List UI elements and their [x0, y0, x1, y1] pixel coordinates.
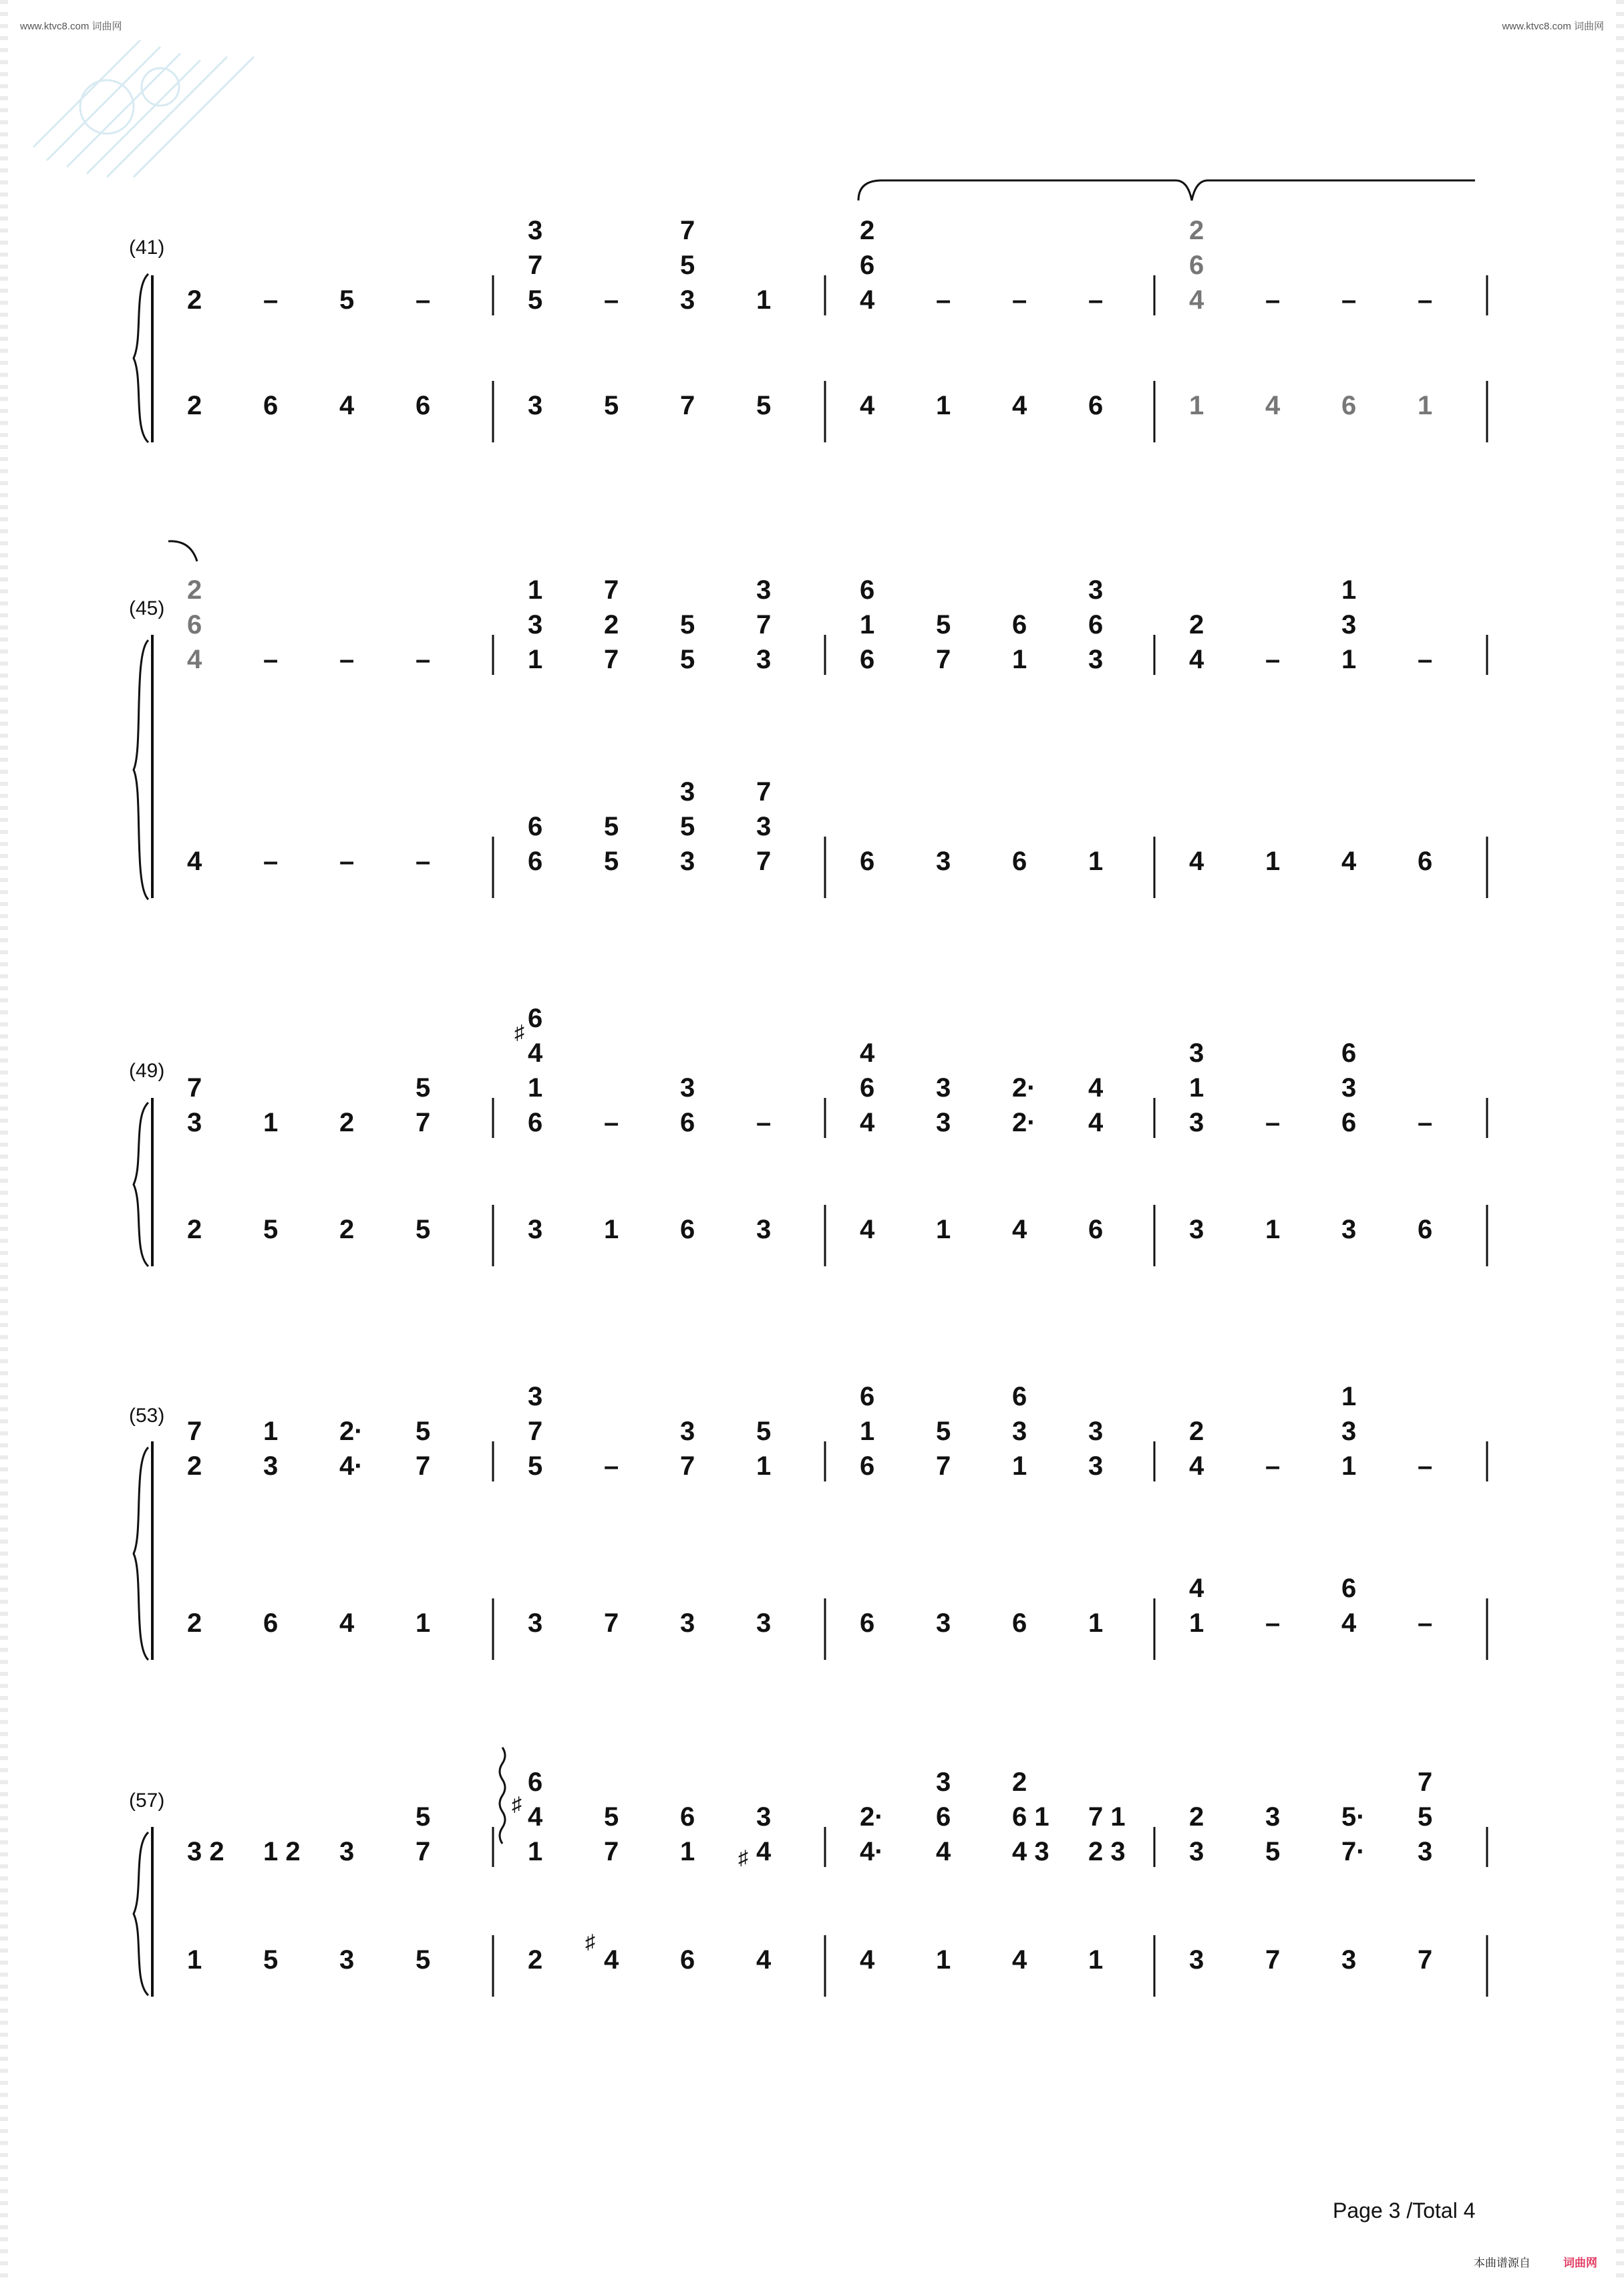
- treble-note: 2: [1189, 216, 1204, 245]
- treble-note: 3: [1341, 1073, 1357, 1103]
- bass-note: 1: [1189, 391, 1204, 420]
- treble-note: 3: [756, 645, 772, 674]
- bass-note: 6: [680, 1215, 695, 1244]
- treble-note: 7: [187, 1073, 202, 1103]
- bass-note: 3: [680, 847, 695, 876]
- bass-note: 4: [187, 847, 202, 876]
- treble-note: –: [1341, 285, 1357, 315]
- treble-note: 6: [528, 1767, 543, 1797]
- treble-note: 2: [1012, 1767, 1027, 1797]
- bass-note: 2: [187, 1215, 202, 1244]
- bass-note: 1: [187, 1945, 202, 1975]
- treble-note: 1: [1341, 1451, 1357, 1481]
- bass-note: 3: [936, 847, 951, 876]
- bass-note: 3: [528, 391, 543, 420]
- sharp-sign: ♯: [585, 1931, 595, 1953]
- treble-note: 6: [860, 1073, 875, 1103]
- treble-note: 3: [1088, 1451, 1104, 1481]
- treble-note: 3: [1189, 1108, 1204, 1137]
- treble-note: –: [1012, 285, 1027, 315]
- treble-note: 2·: [339, 1417, 363, 1446]
- treble-note: 1: [756, 1451, 772, 1481]
- treble-note: 5: [680, 645, 695, 674]
- treble-note: 3: [1012, 1417, 1027, 1446]
- treble-note: 6: [1012, 610, 1027, 639]
- bass-note: 5: [604, 847, 619, 876]
- bass-note: 7: [1418, 1945, 1433, 1975]
- bass-note: 3: [680, 777, 695, 807]
- treble-note: 2: [860, 216, 875, 245]
- treble-note: 4: [860, 1038, 875, 1068]
- treble-note: 4: [1189, 285, 1204, 315]
- treble-note: –: [263, 645, 279, 674]
- treble-note: 5: [756, 1417, 772, 1446]
- treble-note: 6: [1012, 1382, 1027, 1411]
- bass-note: 4: [604, 1945, 619, 1975]
- treble-note: 1: [680, 1837, 695, 1866]
- treble-note: 6: [860, 645, 875, 674]
- sharp-sign: ♯: [512, 1794, 522, 1816]
- treble-note: 7: [416, 1837, 431, 1866]
- bass-note: 7: [756, 777, 772, 807]
- treble-note: 3: [1341, 1417, 1357, 1446]
- sharp-sign: ♯: [514, 1022, 524, 1044]
- treble-note: 6: [528, 1108, 543, 1137]
- treble-note: –: [604, 1108, 619, 1137]
- treble-note: 4·: [339, 1451, 363, 1481]
- treble-note: 2: [1189, 1802, 1204, 1832]
- treble-note: 3: [1189, 1038, 1204, 1068]
- treble-note: –: [1418, 645, 1433, 674]
- treble-note: 3: [936, 1108, 951, 1137]
- page-number: Page 3 /Total 4: [1333, 2198, 1476, 2223]
- bass-note: 4: [1012, 391, 1027, 420]
- treble-note: 3: [756, 1802, 772, 1832]
- bass-note: 2: [528, 1945, 543, 1975]
- brand-label: 词曲网: [1563, 2257, 1597, 2269]
- bass-note: 4: [339, 391, 355, 420]
- treble-note: 3: [680, 285, 695, 315]
- bass-note: 1: [1088, 1608, 1104, 1638]
- bass-note: 3: [936, 1608, 951, 1638]
- treble-note: 7: [604, 575, 619, 605]
- treble-note: 3: [187, 1108, 202, 1137]
- treble-note: 2: [604, 610, 619, 639]
- bass-note: 1: [416, 1608, 431, 1638]
- bass-note: 1: [1418, 391, 1433, 420]
- bass-note: 5: [604, 812, 619, 841]
- treble-note: 3: [680, 1073, 695, 1103]
- treble-note: –: [604, 285, 619, 315]
- bass-note: 7: [604, 1608, 619, 1638]
- treble-note: 2: [187, 285, 202, 315]
- source-label: 本曲谱源自: [1474, 2257, 1530, 2269]
- bass-note: 5: [416, 1945, 431, 1975]
- treble-note: 3: [339, 1837, 355, 1866]
- treble-note: 1: [1341, 1382, 1357, 1411]
- bass-note: 3: [528, 1215, 543, 1244]
- treble-note: 3: [1088, 575, 1104, 605]
- bass-note: 5: [604, 391, 619, 420]
- treble-note: 5: [936, 1417, 951, 1446]
- bass-note: –: [416, 847, 431, 876]
- treble-note: 6: [860, 1451, 875, 1481]
- bass-note: 2: [187, 391, 202, 420]
- measure-number: (41): [129, 237, 165, 259]
- site-watermark-right: www.ktvc8.com 词曲网: [1502, 21, 1604, 32]
- treble-note: 4: [936, 1837, 951, 1866]
- treble-note: 4 3: [1012, 1837, 1049, 1866]
- bass-note: 3: [528, 1608, 543, 1638]
- treble-note: 4: [1189, 645, 1204, 674]
- bass-note: 4: [756, 1945, 772, 1975]
- bass-note: 6: [680, 1945, 695, 1975]
- bass-note: 1: [1265, 1215, 1281, 1244]
- bass-note: 1: [936, 1945, 951, 1975]
- treble-note: 5: [1418, 1802, 1433, 1832]
- bass-note: 3: [756, 1215, 772, 1244]
- treble-note: 3: [936, 1073, 951, 1103]
- treble-note: 5: [680, 610, 695, 639]
- treble-note: 1: [528, 1073, 543, 1103]
- treble-note: 2: [187, 1451, 202, 1481]
- bass-note: 6: [528, 812, 543, 841]
- treble-note: 3: [528, 610, 543, 639]
- bass-note: 1: [1189, 1608, 1204, 1638]
- treble-note: 6: [1189, 251, 1204, 280]
- treble-note: 2: [187, 575, 202, 605]
- treble-note: 7: [528, 251, 543, 280]
- bass-note: 5: [416, 1215, 431, 1244]
- treble-note: 6: [528, 1004, 543, 1033]
- treble-note: 5: [528, 1451, 543, 1481]
- bass-note: 1: [604, 1215, 619, 1244]
- treble-note: 7 1: [1088, 1802, 1126, 1832]
- treble-note: 6: [1088, 610, 1104, 639]
- treble-note: –: [756, 1108, 772, 1137]
- treble-note: –: [339, 645, 355, 674]
- treble-note: 6: [187, 610, 202, 639]
- treble-note: 1: [1012, 1451, 1027, 1481]
- treble-note: –: [1265, 645, 1281, 674]
- phrase-bracket: [858, 180, 1475, 200]
- brace: [134, 1447, 148, 1660]
- treble-note: 2: [1189, 1417, 1204, 1446]
- bass-note: 4: [1341, 847, 1357, 876]
- treble-note: 7: [756, 610, 772, 639]
- treble-note: 5: [416, 1802, 431, 1832]
- bass-note: –: [1418, 1608, 1433, 1638]
- brace: [134, 274, 148, 442]
- treble-note: 7: [416, 1108, 431, 1137]
- treble-note: 7: [680, 216, 695, 245]
- treble-note: 1: [756, 285, 772, 315]
- treble-note: 1 2: [263, 1837, 301, 1866]
- bass-note: 6: [1341, 391, 1357, 420]
- bass-note: 6: [1341, 1574, 1357, 1603]
- treble-note: 2·: [1012, 1108, 1036, 1137]
- treble-note: 4: [860, 1108, 875, 1137]
- bass-note: 5: [680, 812, 695, 841]
- treble-note: 7: [604, 645, 619, 674]
- treble-note: 3: [1418, 1837, 1433, 1866]
- bass-note: 1: [1265, 847, 1281, 876]
- bass-note: –: [263, 847, 279, 876]
- treble-note: 1: [1341, 645, 1357, 674]
- bass-note: 1: [936, 391, 951, 420]
- bass-note: –: [1265, 1608, 1281, 1638]
- treble-note: –: [1418, 1108, 1433, 1137]
- treble-note: 5: [416, 1073, 431, 1103]
- treble-note: 6: [936, 1802, 951, 1832]
- bass-note: 1: [936, 1215, 951, 1244]
- bass-note: 3: [1189, 1945, 1204, 1975]
- bass-note: 4: [860, 391, 875, 420]
- sharp-sign: ♯: [738, 1847, 748, 1869]
- treble-note: 6: [680, 1108, 695, 1137]
- bass-note: 4: [1189, 847, 1204, 876]
- treble-note: 7: [1418, 1767, 1433, 1797]
- bass-note: 7: [680, 391, 695, 420]
- bass-note: 3: [680, 1608, 695, 1638]
- treble-note: –: [263, 285, 279, 315]
- bass-note: –: [339, 847, 355, 876]
- treble-note: 4: [1189, 1451, 1204, 1481]
- treble-note: 7: [680, 1451, 695, 1481]
- site-watermark-left: www.ktvc8.com 词曲网: [20, 21, 122, 32]
- bass-note: 6: [1418, 1215, 1433, 1244]
- measure-number: (57): [129, 1790, 165, 1812]
- bass-note: 5: [263, 1945, 279, 1975]
- bass-note: 3: [1341, 1215, 1357, 1244]
- treble-note: 3: [263, 1451, 279, 1481]
- treble-note: 6: [860, 575, 875, 605]
- treble-note: 1: [860, 1417, 875, 1446]
- bass-note: 5: [756, 391, 772, 420]
- treble-note: 3: [680, 1417, 695, 1446]
- treble-note: 1: [1012, 645, 1027, 674]
- treble-note: 1: [528, 1837, 543, 1866]
- treble-note: 4: [860, 285, 875, 315]
- treble-note: 2: [1189, 610, 1204, 639]
- treble-note: 1: [528, 575, 543, 605]
- treble-note: 2·: [860, 1802, 884, 1832]
- arpeggio-mark: [500, 1747, 505, 1844]
- bass-note: 6: [1418, 847, 1433, 876]
- treble-note: 7: [604, 1837, 619, 1866]
- treble-note: –: [936, 285, 951, 315]
- treble-note: 3: [1088, 1417, 1104, 1446]
- bass-note: 4: [339, 1608, 355, 1638]
- bass-note: 7: [756, 847, 772, 876]
- treble-note: 3: [528, 216, 543, 245]
- measure-number: (45): [129, 597, 165, 619]
- bass-note: 6: [1012, 1608, 1027, 1638]
- bass-note: 6: [528, 847, 543, 876]
- bass-note: 2: [187, 1608, 202, 1638]
- treble-note: 6: [680, 1802, 695, 1832]
- treble-note: 7: [936, 1451, 951, 1481]
- treble-note: –: [1088, 285, 1104, 315]
- bass-note: 2: [339, 1215, 355, 1244]
- bass-note: 6: [1012, 847, 1027, 876]
- treble-note: –: [604, 1451, 619, 1481]
- treble-note: 7: [528, 1417, 543, 1446]
- treble-note: 1: [1341, 575, 1357, 605]
- treble-note: 7: [936, 645, 951, 674]
- bass-note: 1: [1088, 847, 1104, 876]
- bass-note: 3: [756, 1608, 772, 1638]
- bass-note: 4: [1189, 1574, 1204, 1603]
- bass-note: 6: [1088, 391, 1104, 420]
- bass-note: 3: [1341, 1945, 1357, 1975]
- treble-note: 3: [756, 575, 772, 605]
- treble-note: 6: [1341, 1108, 1357, 1137]
- bass-note: 6: [860, 847, 875, 876]
- treble-note: 1: [1189, 1073, 1204, 1103]
- treble-note: 7·: [1341, 1837, 1365, 1866]
- treble-note: 7: [187, 1417, 202, 1446]
- treble-note: 2: [339, 1108, 355, 1137]
- treble-note: 3: [1265, 1802, 1281, 1832]
- brace: [134, 640, 148, 899]
- tie-arc: [168, 541, 197, 561]
- treble-note: –: [1265, 1451, 1281, 1481]
- treble-note: 5: [936, 610, 951, 639]
- treble-note: 5: [528, 285, 543, 315]
- treble-note: –: [1418, 1451, 1433, 1481]
- treble-note: 1: [263, 1108, 279, 1137]
- treble-note: 5: [680, 251, 695, 280]
- bass-note: 4: [860, 1945, 875, 1975]
- treble-note: 3: [1189, 1837, 1204, 1866]
- treble-note: 4: [1088, 1108, 1104, 1137]
- treble-note: –: [1265, 285, 1281, 315]
- treble-note: –: [1418, 285, 1433, 315]
- bass-note: 5: [263, 1215, 279, 1244]
- treble-note: 5: [1265, 1837, 1281, 1866]
- treble-note: –: [1265, 1108, 1281, 1137]
- treble-note: 3: [1341, 610, 1357, 639]
- treble-note: 6: [1341, 1038, 1357, 1068]
- treble-note: 4·: [860, 1837, 884, 1866]
- bass-note: 3: [756, 812, 772, 841]
- treble-note: 3: [936, 1767, 951, 1797]
- bass-note: 1: [1088, 1945, 1104, 1975]
- treble-note: 4: [187, 645, 202, 674]
- treble-note: 3: [1088, 645, 1104, 674]
- bass-note: 6: [860, 1608, 875, 1638]
- bass-note: 3: [1189, 1215, 1204, 1244]
- treble-note: 5: [339, 285, 355, 315]
- bass-note: 4: [1265, 391, 1281, 420]
- bass-note: 3: [339, 1945, 355, 1975]
- treble-note: 5·: [1341, 1802, 1365, 1832]
- treble-note: 4: [1088, 1073, 1104, 1103]
- bass-note: 4: [1012, 1215, 1027, 1244]
- bass-note: 6: [416, 391, 431, 420]
- treble-note: 4: [528, 1802, 543, 1832]
- treble-note: 5: [416, 1417, 431, 1446]
- bass-note: 4: [860, 1215, 875, 1244]
- treble-note: 1: [860, 610, 875, 639]
- treble-note: 1: [263, 1417, 279, 1446]
- brace: [134, 1832, 148, 1995]
- treble-note: 6 1: [1012, 1802, 1049, 1832]
- treble-note: 6: [860, 1382, 875, 1411]
- measure-number: (53): [129, 1405, 165, 1427]
- treble-note: 6: [860, 251, 875, 280]
- treble-note: 2·: [1012, 1073, 1036, 1103]
- bass-note: 4: [1341, 1608, 1357, 1638]
- brace: [134, 1103, 148, 1266]
- bass-note: 7: [1265, 1945, 1281, 1975]
- treble-note: 2 3: [1088, 1837, 1126, 1866]
- treble-note: –: [416, 285, 431, 315]
- bass-note: 6: [1088, 1215, 1104, 1244]
- treble-note: 4: [528, 1038, 543, 1068]
- treble-note: 1: [528, 645, 543, 674]
- treble-note: 3: [528, 1382, 543, 1411]
- treble-note: 3 2: [187, 1837, 224, 1866]
- treble-note: 4: [756, 1837, 772, 1866]
- treble-note: –: [416, 645, 431, 674]
- bass-note: 4: [1012, 1945, 1027, 1975]
- treble-note: 7: [416, 1451, 431, 1481]
- measure-number: (49): [129, 1060, 165, 1082]
- bass-note: 6: [263, 1608, 279, 1638]
- bass-note: 6: [263, 391, 279, 420]
- treble-note: 5: [604, 1802, 619, 1832]
